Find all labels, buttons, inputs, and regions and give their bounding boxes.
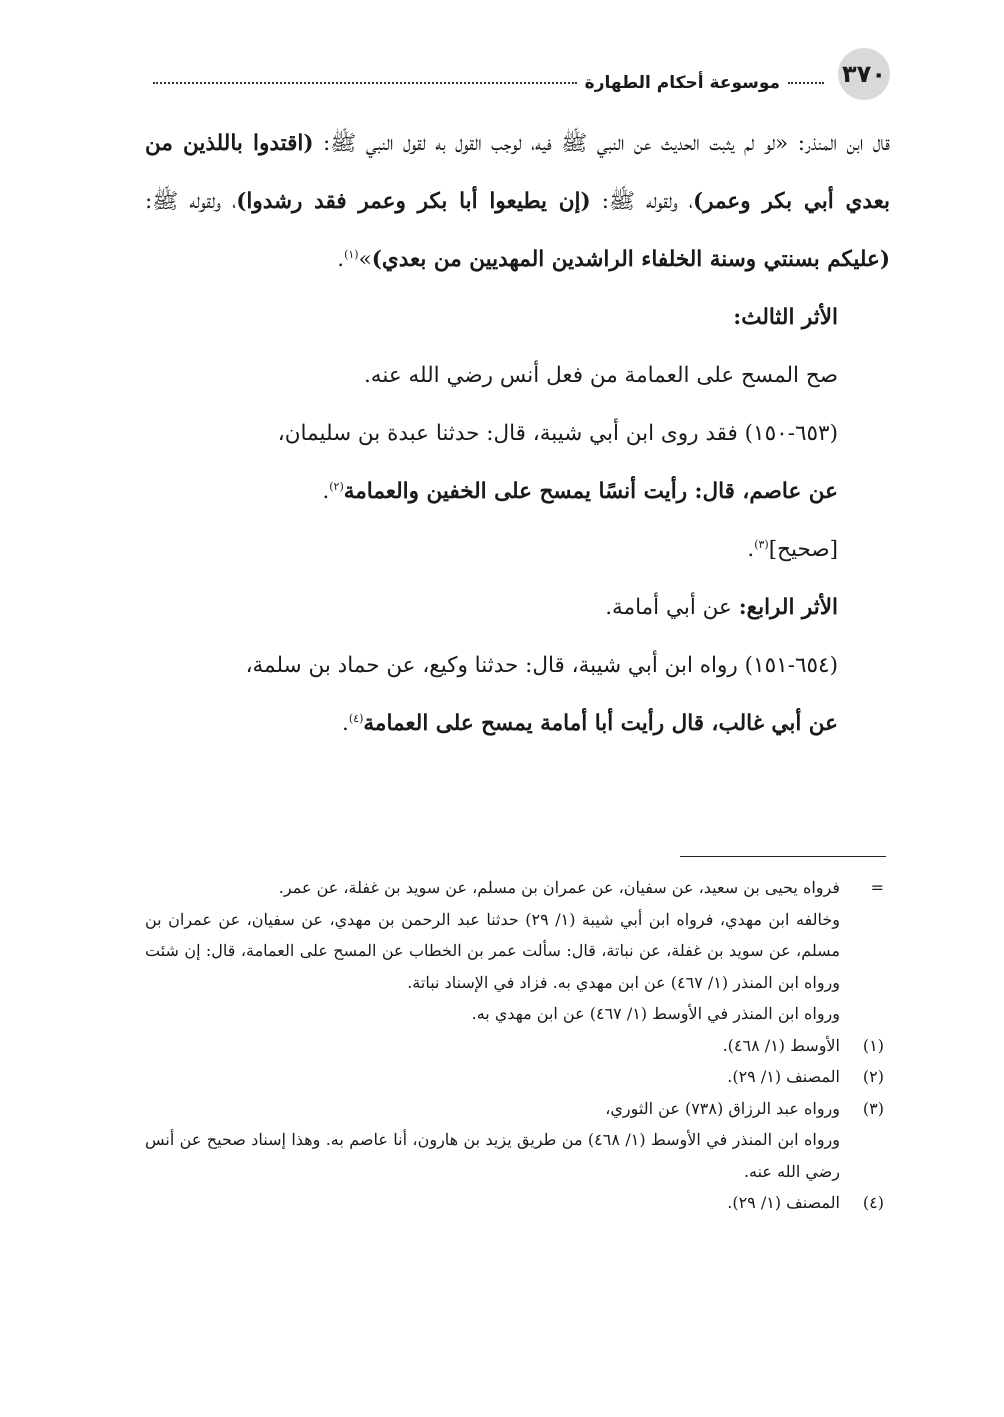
page-header (145, 48, 890, 98)
footnote-line: وخالفه ابن مهدي، فرواه ابن أبي شيبة (١/ ٢٩) حدثنا عبد الرحمن بن مهدي، عن سفيان، عن عمران بن مسلم، عن سويد بن غفلة، عن نباتة، قال: سألت عمر بن الخطاب عن المسح على العمامة، قال: إن شئت ورواه ابن المنذر (١/ ٤٦٧) عن ابن مهدي به. فزاد في الإسناد نباتة. (145, 909, 840, 992)
main-text (145, 115, 890, 753)
text-run: عن أبي أمامة. (605, 595, 739, 620)
header-dots-right (788, 82, 824, 84)
paragraph-sahih (145, 521, 890, 579)
hadith-quote: (إن يطيعوا أبا بكر وعمر فقد رشدوا) (236, 189, 591, 214)
footnote-line: الأوسط (١/ ٤٦٨). (722, 1035, 840, 1055)
footnote-line: ورواه ابن المنذر في الأوسط (١/ ٤٦٧) عن ابن مهدي به. (471, 1004, 840, 1023)
footnote-line: ورواه ابن المنذر في الأوسط (١/ ٤٦٨) من طريق يزيد بن هارون، أنا عاصم به. وهذا إسناد صحيح عن أنس رضي الله عنه. (145, 1130, 840, 1181)
book-title: موسوعة أحكام الطهارة (584, 73, 780, 93)
paragraph-sahh: صح المسح على العمامة من فعل أنس رضي الله عنه. (363, 363, 838, 388)
footnote-ref[interactable]: (٣) (754, 537, 769, 551)
footnote-ref[interactable]: (٤) (348, 711, 364, 725)
footnote-4 (145, 1187, 890, 1219)
footnote-line: فرواه يحيى بن سعيد، عن سفيان، عن عمران بن مسلم، عن سويد بن غفلة، عن عمر. (278, 878, 840, 897)
page-number-badge (838, 48, 890, 100)
footnote-line: المصنف (١/ ٢٩). (727, 1067, 840, 1086)
footnote-1 (145, 1030, 890, 1062)
footnote-ref[interactable]: (١) (344, 247, 359, 261)
text-run: عن عاصم، قال: رأيت أنسًا يمسح على الخفين والعمامة (343, 479, 838, 504)
text-run: . (342, 711, 349, 736)
paragraph-ibn-almundhir (145, 115, 890, 289)
text-run: . (337, 247, 345, 272)
section-heading-fourth (145, 579, 890, 637)
header-dots-left (153, 82, 577, 84)
footnotes (145, 872, 890, 1219)
paragraph-654: (٦٥٤-١٥١) رواه ابن أبي شيبة، قال: حدثنا وكيع، عن حماد بن سلمة، (245, 653, 838, 678)
footnote-ref[interactable]: (٢) (329, 479, 344, 493)
grading-label: [صحيح] (768, 537, 838, 562)
text-run: عن أبي غالب، قال رأيت أبا أمامة يمسح على العمامة (363, 711, 838, 736)
section-heading-third: الأثر الثالث: (733, 305, 838, 330)
footnote-marker: (٤) (862, 1193, 884, 1212)
heading-label: الأثر الرابع: (738, 595, 838, 620)
footnote-marker: (٢) (862, 1067, 884, 1086)
paragraph-abi-ghalib (145, 695, 890, 753)
text-run: . (322, 479, 330, 504)
hadith-quote: (اقتدوا باللذين من بعدي أبي بكر وعمر) (145, 131, 891, 214)
footnote-separator (680, 856, 886, 857)
footnote-2 (145, 1061, 890, 1093)
text-run: قال ابن المنذر: «لو لم يثبت الحديث عن النبي ﷺ فيه، لوجب القول به لقول النبي ﷺ: (313, 131, 890, 156)
text-run: ، ولقوله ﷺ: (145, 189, 237, 214)
paragraph-asim (145, 463, 890, 521)
page-number: ٣٧٠ (842, 60, 886, 88)
header-rule (145, 73, 832, 93)
footnote-continuation (145, 872, 890, 1030)
footnote-marker: = (870, 878, 884, 897)
text-run: . (747, 537, 755, 562)
footnote-line: ورواه عبد الرزاق (٧٣٨) عن الثوري، (605, 1098, 840, 1118)
text-run: ، ولقوله ﷺ: (590, 189, 693, 214)
hadith-quote: (عليكم بسنتي وسنة الخلفاء الراشدين المهديين من بعدي) (371, 247, 890, 272)
footnote-marker: (١) (862, 1035, 884, 1055)
footnote-line: المصنف (١/ ٢٩). (727, 1193, 840, 1212)
footnote-marker: (٣) (862, 1098, 884, 1118)
paragraph-653: (٦٥٣-١٥٠) فقد روى ابن أبي شيبة، قال: حدثنا عبدة بن سليمان، (277, 421, 838, 446)
footnote-3 (145, 1093, 890, 1188)
text-run: » (358, 247, 372, 272)
